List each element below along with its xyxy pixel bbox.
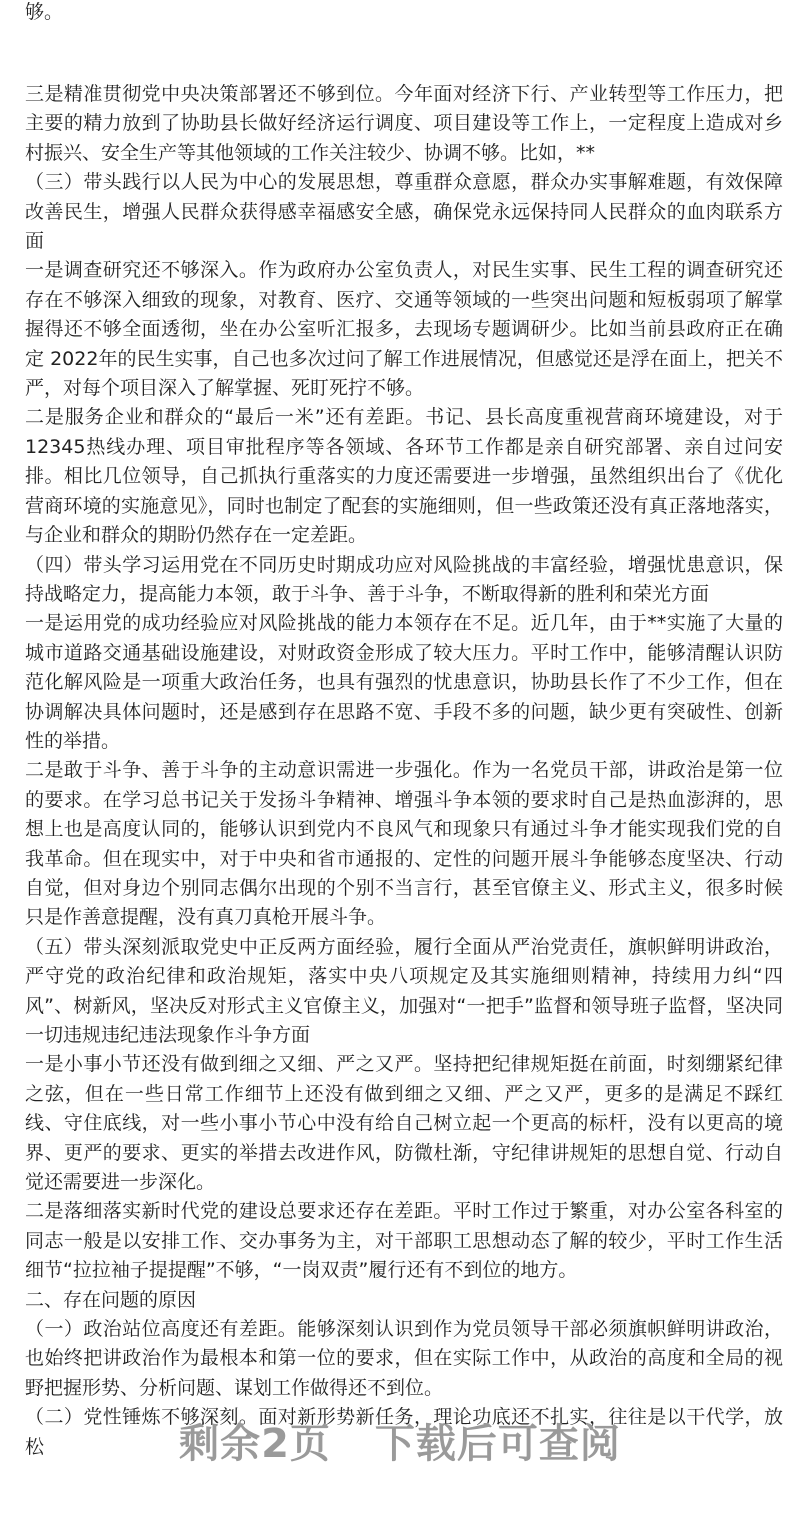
paragraph: （一）政治站位高度还有差距。能够深刻认识到作为党员领导干部必须旗帜鲜明讲政治，也始终把讲政治作为最根本和第一位的要求，但在实际工作中，从政治的高度和全局的视野把握形势、分析问题、谋划工作做得还不到位。	[25, 1318, 783, 1399]
paragraph: 二是敢于斗争、善于斗争的主动意识需进一步强化。作为一名党员干部，讲政治是第一位的要求。在学习总书记关于发扬斗争精神、增强斗争本领的要求时自己是热血澎湃的，思想上也是高度认同的，能够认识到党内不良风气和现象只有通过斗争才能实现我们党的自我革命。但在现实中，对于中央和省市通报的、定性的问题开展斗争能够态度坚决、行动自觉，但对身边个别同志偶尔出现的个别不当言行，甚至官僚主义、形式主义，很多时候只是作善意提醒，没有真刀真枪开展斗争。	[25, 759, 783, 929]
download-label: 下载后可查阅	[374, 1421, 621, 1467]
paragraph: 三是精准贯彻党中央决策部署还不够到位。今年面对经济下行、产业转型等工作压力，把主要的精力放到了协助县长做好经济运行调度、项目建设等工作上，一定程度上造成对乡村振兴、安全生产等其他领域的工作关注较少、协调不够。比如，**	[25, 83, 783, 164]
document-body	[25, 80, 783, 1462]
download-to-read-more-banner[interactable]	[0, 1412, 800, 1469]
remaining-pages-label: 剩余2页	[179, 1421, 331, 1467]
chapter-heading: 二、存在问题的原因	[25, 1288, 197, 1311]
paragraph: （二）党性锤炼不够深刻。面对新形势新任务，理论功底还不扎实，往往是以干代学，放松	[25, 1406, 783, 1458]
paragraph: 二是落细落实新时代党的建设总要求还存在差距。平时工作过于繁重，对办公室各科室的同志一般是以安排工作、交办事务为主，对干部职工思想动态了解的较少，平时工作生活细节“拉拉袖子提提醒”不够，“一岗双责”履行还有不到位的地方。	[25, 1200, 783, 1282]
section-heading: （四）带头学习运用党在不同历史时期成功应对风险挑战的丰富经验，增强忧患意识，保持战略定力，提高能力本领，敢于斗争、善于斗争，不断取得新的胜利和荣光方面	[25, 553, 783, 605]
paragraph: 二是服务企业和群众的“最后一米”还有差距。书记、县长高度重视营商环境建设，对于 12345热线办理、项目审批程序等各领域、各环节工作都是亲自研究部署、亲自过问安排。相比几位领导，自己抓执行重落实的力度还需要进一步增强，虽然组织出台了《优化营商环境的实施意见》，同时也制定了配套的实施细则，但一些政策还没有真正落地落实，与企业和群众的期盼仍然存在一定差距。	[25, 406, 783, 547]
carry-over-text: 够。	[25, 1, 64, 23]
paragraph: 一是调查研究还不够深入。作为政府办公室负责人，对民生实事、民生工程的调查研究还存在不够深入细致的现象，对教育、医疗、交通等领域的一些突出问题和短板弱项了解掌握得还不够全面透彻，坐在办公室听汇报多，去现场专题调研少。比如当前县政府正在确定 2022年的民生实事，自己也多次过问了解工作进展情况，但感觉还是浮在面上，把关不严，对每个项目深入了解掌握、死盯死拧不够。	[25, 259, 783, 400]
section-heading: （三）带头践行以人民为中心的发展思想，尊重群众意愿，群众办实事解难题，有效保障改善民生，增强人民群众获得感幸福感安全感，确保党永远保持同人民群众的血肉联系方面	[25, 171, 783, 253]
paragraph: 一是小事小节还没有做到细之又细、严之又严。坚持把纪律规矩挺在前面，时刻绷紧纪律之弦，但在一些日常工作细节上还没有做到细之又细、严之又严，更多的是满足不踩红线、守住底线，对一些小事小节心中没有给自己树立起一个更高的标杆，没有以更高的境界、更严的要求、更实的举措去改进作风，防微杜渐，守纪律讲规矩的思想自觉、行动自觉还需要进一步深化。	[25, 1053, 783, 1194]
section-heading: （五）带头深刻派取党史中正反两方面经验，履行全面从严治党责任，旗帜鲜明讲政治，严守党的政治纪律和政治规矩，落实中央八项规定及其实施细则精神，持续用力纠“四风”、树新风，坚决反对形式主义官僚主义，加强对“一把手”监督和领导班子监督，坚决同一切违规违纪违法现象作斗争方面	[25, 935, 783, 1046]
paragraph: 一是运用党的成功经验应对风险挑战的能力本领存在不足。近几年，由于**实施了大量的城市道路交通基础设施建设，对财政资金形成了较大压力。平时工作中，能够清醒认识防范化解风险是一项重大政治任务，也具有强烈的忧患意识，协助县长作了不少工作，但在协调解决具体问题时，还是感到存在思路不宽、手段不多的问题，缺少更有突破性、创新性的举措。	[25, 612, 783, 752]
